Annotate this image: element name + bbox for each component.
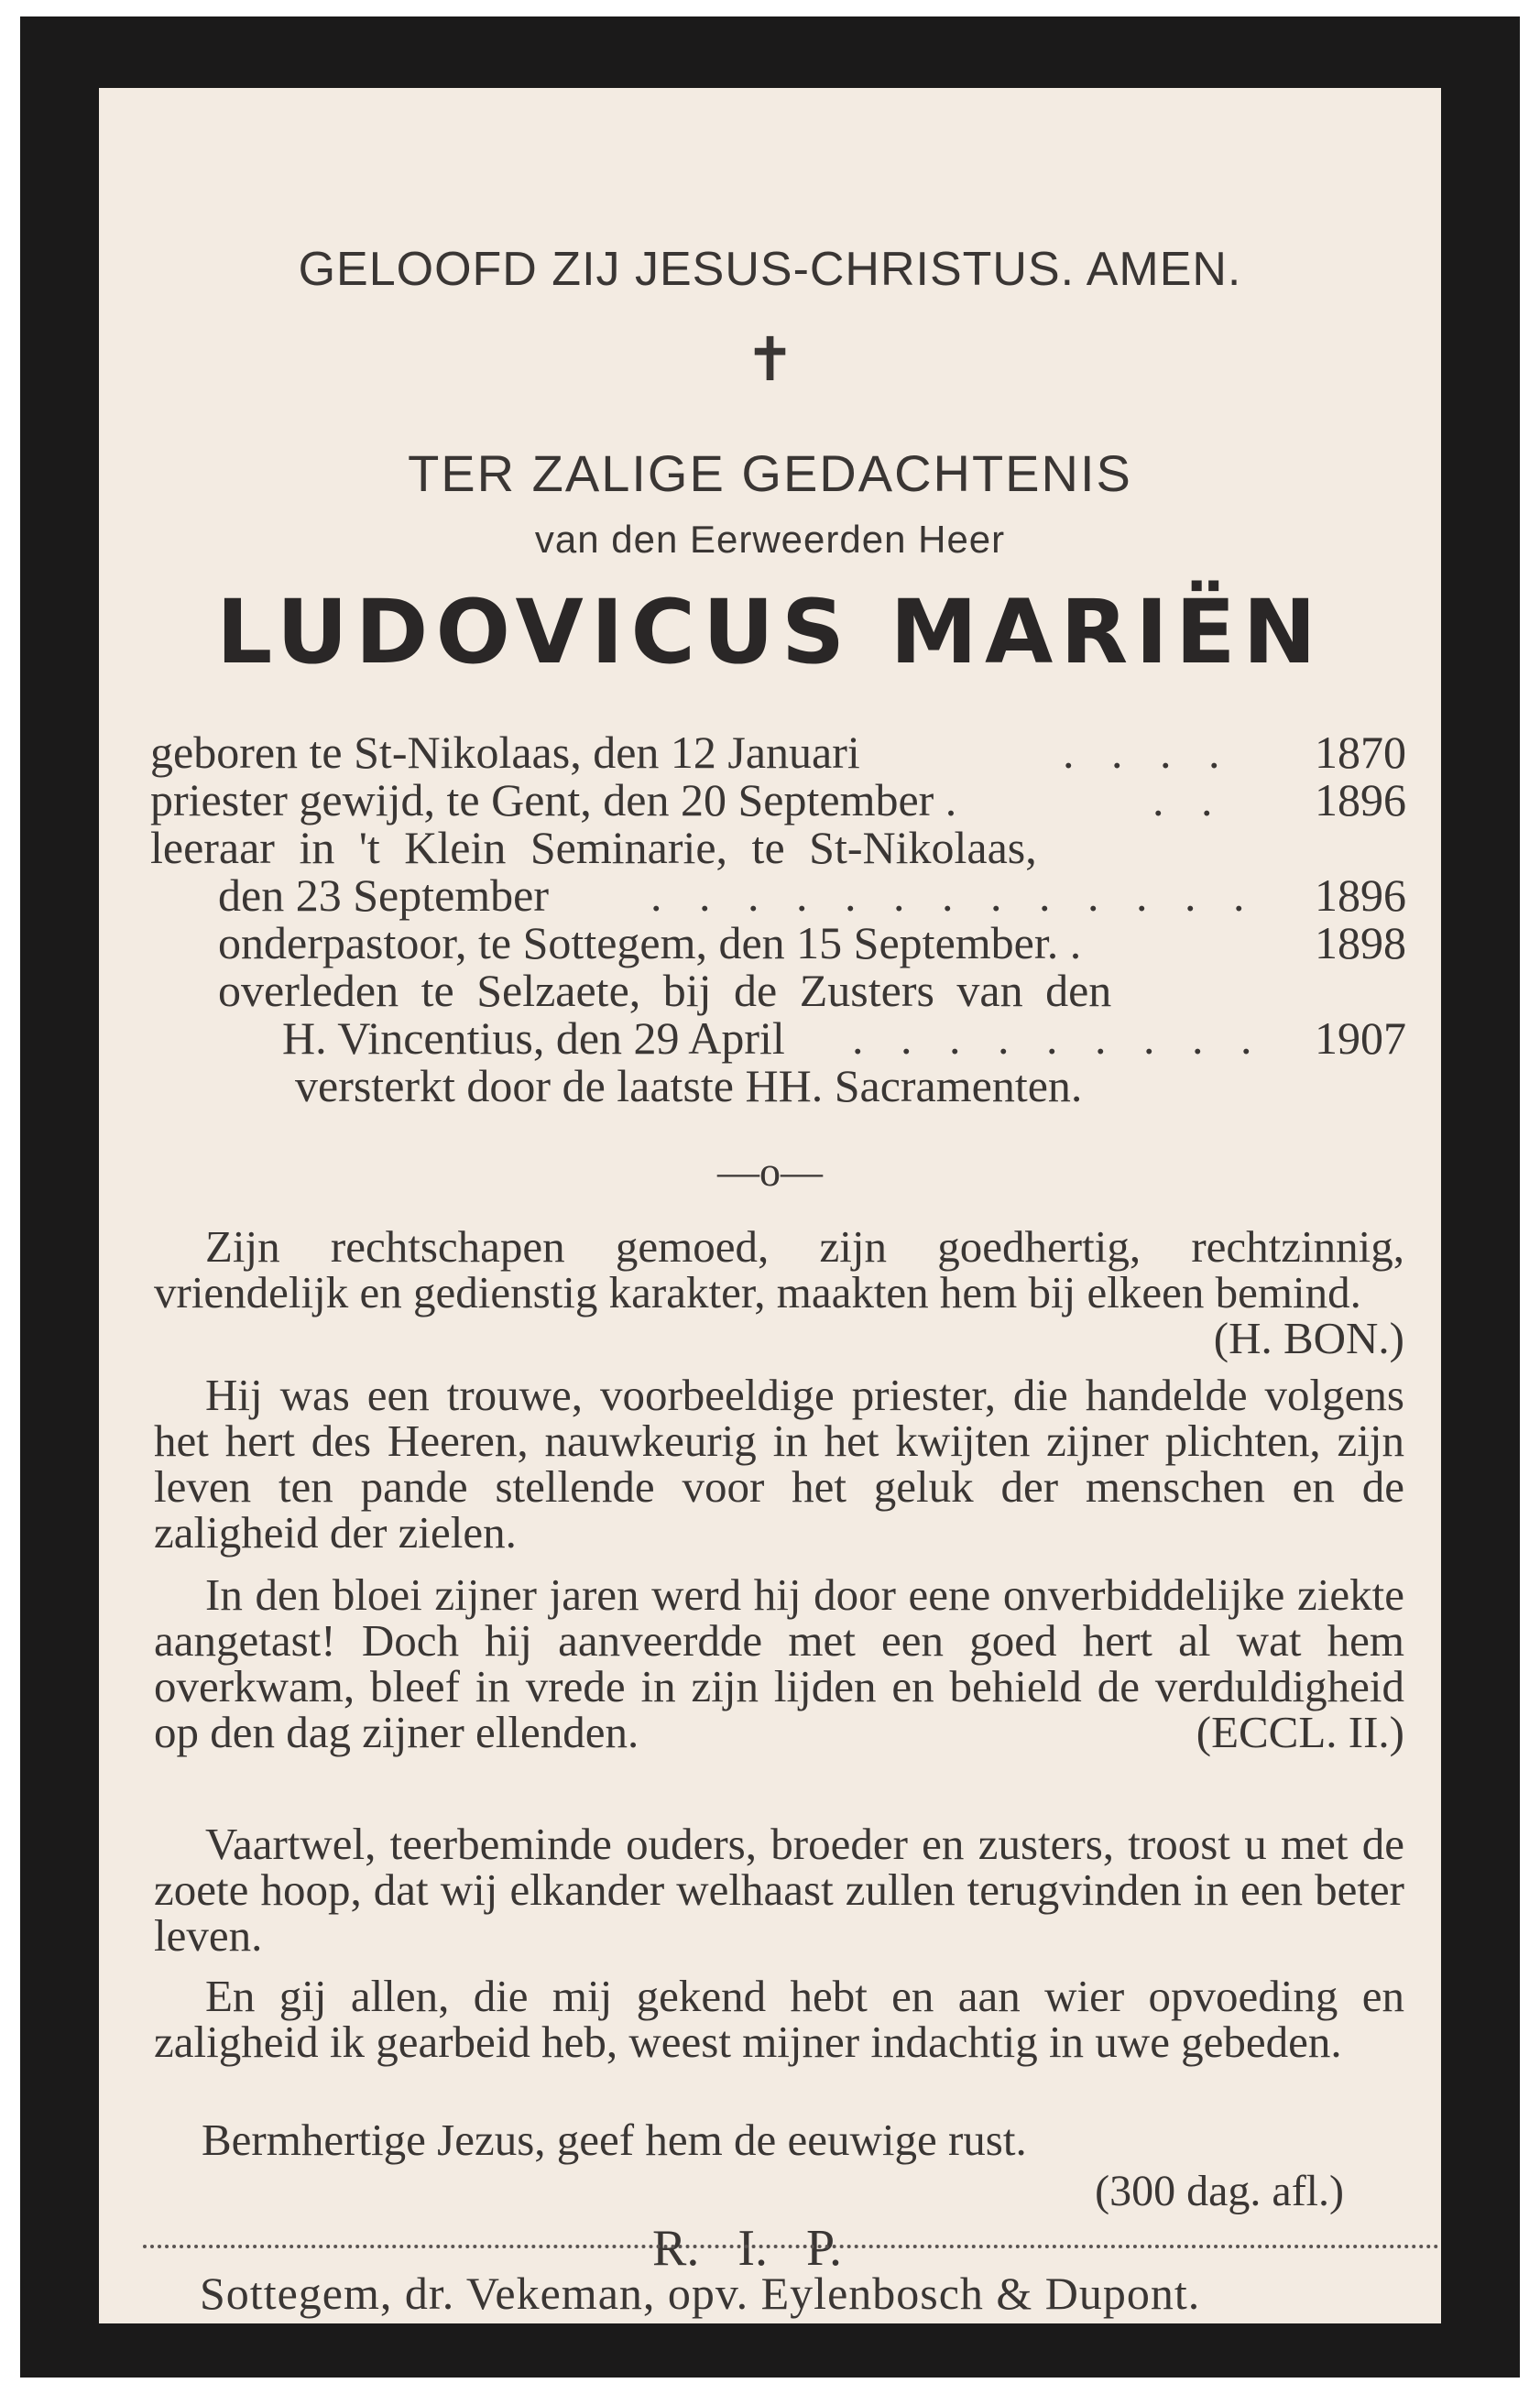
card-paper — [99, 88, 1441, 2323]
paragraph-source: (H. BON.) — [1213, 1313, 1404, 1363]
paragraph-request — [154, 1973, 1404, 2065]
bio-text: versterkt door de laatste HH. Sacramenten. — [295, 1060, 1083, 1111]
bio-text: onderpastoor, te Sottegem, den 15 September. . — [218, 917, 1082, 968]
bio-dots: . . . . — [1063, 727, 1233, 778]
bio-text: leeraar in 't Klein Seminarie, te St-Nikolaas, — [150, 822, 1037, 873]
bio-text: H. Vincentius, den 29 April — [282, 1012, 785, 1064]
bio-text: geboren te St-Nikolaas, den 12 Januari — [150, 727, 860, 778]
memorial-card — [20, 16, 1520, 2378]
bio-text: priester gewijd, te Gent, den 20 September . — [150, 774, 957, 825]
paragraph-farewell — [154, 1821, 1404, 1959]
cross-icon: ✝ — [744, 324, 796, 395]
paragraph-text: En gij allen, die mij gekend hebt en aan wier opvoeding en zaligheid ik gearbeid heb, weest mijner indachtig in uwe gebeden. — [154, 1971, 1404, 2067]
paragraph-character — [154, 1221, 1404, 1363]
separator: —o— — [717, 1148, 823, 1195]
bio-year: 1896 — [1315, 869, 1406, 921]
footer-divider — [143, 2245, 1439, 2248]
bio-dots: . . . . . . . . . . . . . — [650, 869, 1258, 921]
bio-dots: . . . . . . . . . — [852, 1012, 1265, 1064]
printer-credit: Sottegem, dr. Vekeman, opv. Eylenbosch & Dupont. — [200, 2268, 1201, 2319]
paragraph-source: (ECCL. II.) — [1196, 1707, 1404, 1757]
indulgence-note: (300 dag. afl.) — [1095, 2167, 1344, 2215]
invocation-heading: GELOOFD ZIJ JESUS-CHRISTUS. AMEN. — [298, 243, 1242, 296]
bio-text: overleden te Selzaete, bij de Zusters van den — [218, 965, 1112, 1016]
paragraph-text: Vaartwel, teerbeminde ouders, broeder en zusters, troost u met de zoete hoop, dat wij elkander welhaast zullen terugvinden in een beter leven. — [154, 1819, 1404, 1961]
bio-year: 1907 — [1315, 1012, 1406, 1064]
paragraph-text: In den bloei zijner jaren werd hij door eene onverbiddelijke ziekte aangetast! Doch hij aanveerdde met een goed hert al wat hem overkwam, bleef in vrede in zijn lijden en behield de verduldigheid op den dag zijner ellenden. — [154, 1569, 1404, 1757]
memorial-heading: TER ZALIGE GEDACHTENIS — [408, 444, 1132, 502]
paragraph-illness — [154, 1569, 1404, 1757]
bio-text: den 23 September — [218, 869, 550, 921]
paragraph-text: Zijn rechtschapen gemoed, zijn goedhertig, rechtzinnig, vriendelijk en gedienstig karakter, maakten hem bij elkeen bemind. — [154, 1221, 1404, 1317]
rip-closing: R. I. P. — [652, 2220, 842, 2277]
bio-year: 1870 — [1315, 727, 1406, 778]
bio-year: 1896 — [1315, 774, 1406, 825]
paragraph-text: Hij was een trouwe, voorbeeldige priester, die handelde volgens het hert des Heeren, nauwkeurig in het kwijten zijner plichten, zijn leven ten pande stellende voor het geluk der menschen en de zaligheid der zielen. — [154, 1370, 1404, 1558]
prayer-line: Bermhertige Jezus, geef hem de eeuwige rust. — [202, 2115, 1027, 2165]
paragraph-priest — [154, 1372, 1404, 1556]
bio-year: 1898 — [1315, 917, 1406, 968]
deceased-name: LUDOVICUS MARIËN — [216, 581, 1324, 683]
bio-dots: . . — [1152, 774, 1226, 825]
honorific-line: van den Eerweerden Heer — [534, 518, 1006, 561]
